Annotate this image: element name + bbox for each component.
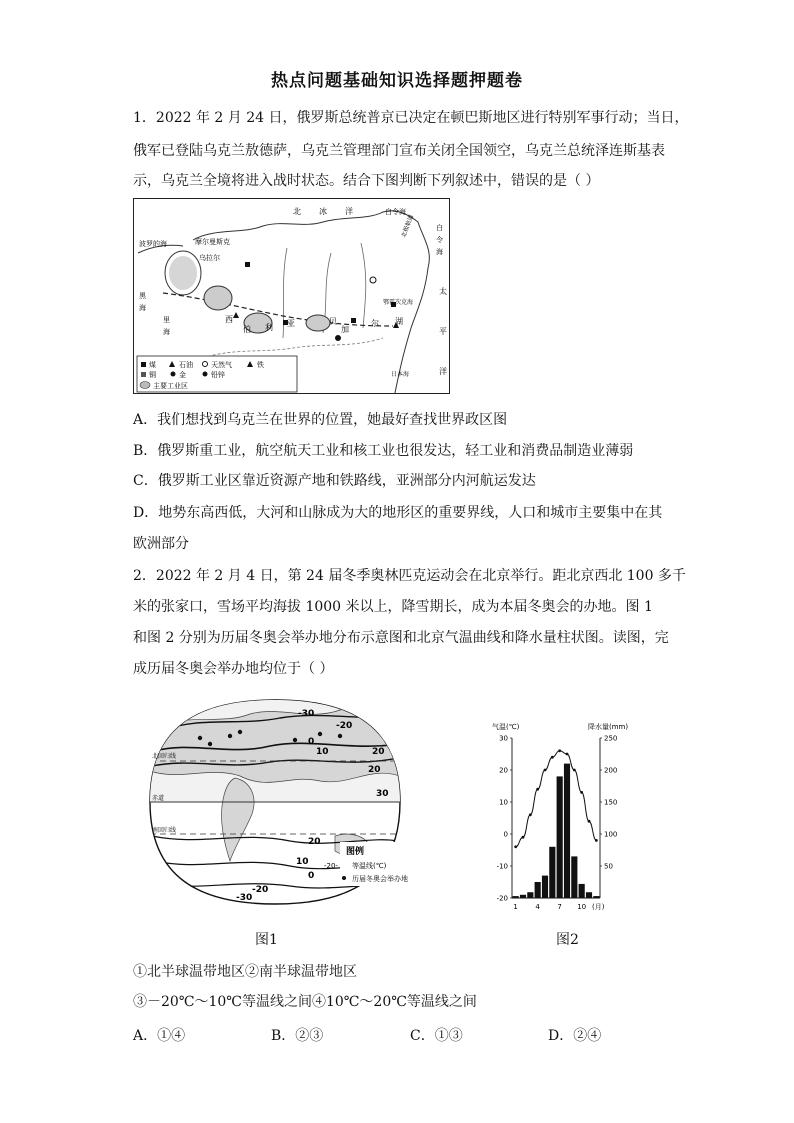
temp-point-month-7 — [558, 749, 561, 752]
temp-tick-label: 0 — [503, 830, 508, 839]
q2-text-line-1: 2．2022 年 2 月 4 日，第 24 届冬季奥林匹克运动会在北京举行。距北京西北 100 多千 — [133, 568, 686, 584]
legend-oil: 石油 — [179, 361, 193, 369]
lat-label-tropic-capricorn: 南回归线 — [152, 827, 177, 834]
q1-option-d-line-2: 欧洲部分 — [133, 536, 189, 552]
isotherm-label-0-south: 0 — [308, 871, 315, 881]
map-label-er: 尔 — [371, 319, 379, 328]
climate-chart — [488, 718, 634, 914]
map-label-sea-of-japan: 日本海 — [391, 371, 410, 378]
isotherm-label-10-south: 10 — [296, 857, 309, 867]
temp-point-month-10 — [580, 791, 583, 794]
precip-tick-label: 150 — [604, 798, 618, 807]
lat-label-tropic-cancer: 北回归线 — [152, 753, 177, 760]
precip-bar-month-4 — [535, 882, 541, 898]
map-label-baltic-sea: 波罗的海 — [139, 240, 167, 248]
precip-bar-month-12 — [593, 896, 599, 898]
month-tick-label: 7 — [557, 903, 562, 911]
isotherm-label-n30-south: -30 — [236, 893, 253, 903]
q1-option-b: B．俄罗斯重工业，航空航天工业和核工业也很发达，轻工业和消费品制造业薄弱 — [133, 443, 634, 459]
temp-point-month-1 — [514, 845, 517, 848]
q1-text-line-2: 俄军已登陆乌克兰敖德萨，乌克兰管理部门宣布关闭全国领空，乌克兰总统泽连斯基表 — [133, 143, 665, 159]
legend-natural-gas: 天然气 — [211, 361, 232, 369]
fig1-legend-host-city: 历届冬奥会举办地 — [352, 875, 408, 883]
map-label-li2: 利 — [265, 323, 273, 332]
temp-point-month-6 — [551, 756, 554, 759]
map-label-xi: 西 — [225, 315, 233, 324]
q2-text-line-3: 和图 2 分别为历届冬奥会举办地分布示意图和北京气温曲线和降水量柱状图。读图，完 — [133, 630, 669, 646]
temp-point-month-3 — [529, 813, 532, 816]
map-label-murmansk: 摩尔曼斯克 — [195, 238, 230, 246]
month-tick-label: 4 — [535, 903, 540, 911]
temp-tick-label: 30 — [499, 734, 508, 743]
temp-axis-title: 气温(℃) — [492, 723, 520, 731]
map-label-hu: 湖 — [395, 317, 403, 326]
precip-tick-label: 250 — [604, 734, 618, 743]
russia-map-figure — [133, 198, 450, 394]
map-label-hei: 黑 — [139, 292, 146, 300]
map-label-bering-sea: 白令海 — [385, 208, 406, 216]
q1-option-a: A．我们想找到乌克兰在世界的位置，她最好查找世界政区图 — [133, 412, 508, 428]
temp-tick-label: 10 — [499, 798, 508, 807]
isotherm-label-20-north: 20 — [368, 765, 381, 775]
q2-answer-d: D．②④ — [548, 1028, 602, 1044]
precip-tick-label: 100 — [604, 830, 618, 839]
q2-answer-c: C．①③ — [410, 1028, 463, 1044]
q1-option-d-line-1: D．地势东高西低，大河和山脉成为大的地形区的重要界线，人口和城市主要集中在其 — [133, 505, 663, 521]
figure-1-world-map — [140, 696, 410, 908]
map-label-yang: 洋 — [439, 367, 447, 376]
map-label-li-hai: 海 — [163, 328, 170, 336]
q1-text-line-3: 示，乌克兰全境将进入战时状态。结合下图判断下列叙述中，错误的是（ ） — [133, 173, 600, 189]
legend-industrial-area: 主要工业区 — [153, 382, 188, 390]
temp-point-month-2 — [522, 836, 525, 839]
precip-tick-label: 50 — [604, 862, 613, 871]
legend-iron: 铁 — [257, 361, 264, 369]
q2-statements-line-1: ①北半球温带地区②南半球温带地区 — [133, 964, 357, 980]
map-label-okhotsk-sea: 鄂霍次克海 — [383, 299, 414, 306]
map-label-hei-hai: 海 — [139, 304, 146, 312]
temp-tick-label: 20 — [499, 766, 508, 775]
map-label-ping: 平 — [439, 327, 447, 336]
isotherm-label-20-south: 20 — [308, 837, 321, 847]
precip-bar-month-5 — [542, 876, 548, 898]
isotherm-label-20-north-b: 20 — [372, 747, 385, 757]
q2-answer-b: B．②③ — [271, 1028, 324, 1044]
isotherm-label-10: 10 — [316, 747, 329, 757]
figure-1-caption: 图1 — [255, 932, 278, 948]
precip-bar-month-8 — [564, 764, 570, 898]
precip-axis-title: 降水量(mm) — [588, 723, 629, 731]
legend-copper: 铜 — [149, 371, 156, 379]
map-label-ural: 乌拉尔 — [199, 254, 220, 262]
q2-text-line-4: 成历届冬奥会举办地均位于（ ） — [133, 661, 334, 677]
precip-bar-month-11 — [586, 892, 592, 898]
lat-label-equator: 赤道 — [152, 795, 165, 802]
temp-point-month-8 — [566, 753, 569, 756]
map-label-ice: 冰 — [319, 207, 327, 216]
map-label-bai: 白 — [436, 224, 443, 232]
page-title: 热点问题基础知识选择题押题卷 — [271, 71, 523, 91]
russia-map — [133, 198, 450, 394]
temp-point-month-4 — [536, 788, 539, 791]
precip-bar-month-1 — [513, 896, 519, 898]
precip-bar-month-9 — [571, 856, 577, 898]
q1-option-c: C．俄罗斯工业区靠近资源产地和铁路线，亚洲部分内河航运发达 — [133, 473, 536, 489]
map-label-ya: 亚 — [287, 319, 295, 328]
map-label-bo: 伯 — [243, 325, 251, 334]
legend-lead-zinc: 铅锌 — [211, 371, 225, 379]
map-label-li: 里 — [163, 316, 170, 324]
figure-2-climate-chart — [488, 718, 634, 914]
isotherm-label-30: 30 — [376, 789, 389, 799]
precip-tick-label: 200 — [604, 766, 618, 775]
precip-bar-month-7 — [557, 776, 563, 898]
precip-bar-month-6 — [549, 847, 555, 898]
fig1-legend-title: 图例 — [346, 847, 365, 857]
temp-point-month-12 — [595, 839, 598, 842]
isotherm-label-0: 0 — [308, 737, 315, 747]
map-label-tai: 太 — [439, 287, 447, 296]
fig1-legend-sample: -20- — [324, 862, 338, 870]
q1-text-line-1: 1．2022 年 2 月 24 日，俄罗斯总统普京已决定在顿巴斯地区进行特别军事行动；当日， — [133, 110, 689, 126]
isotherm-label-n30: -30 — [298, 709, 315, 719]
world-map — [140, 696, 410, 908]
legend-coal: 煤 — [149, 361, 156, 369]
month-tick-label: 1 — [513, 903, 518, 911]
month-tick-label: 10 — [577, 903, 587, 911]
temp-tick-label: -20 — [496, 894, 508, 903]
fig1-legend-isotherm: 等温线(℃) — [352, 862, 387, 870]
precip-bar-month-10 — [579, 884, 585, 898]
q2-statements-line-2: ③－20℃～10℃等温线之间④10℃～20℃等温线之间 — [133, 994, 477, 1010]
map-label-north: 北 — [293, 207, 301, 216]
q2-answer-a: A．①④ — [133, 1028, 186, 1044]
map-label-arctic-route: 北极航道 — [400, 213, 416, 239]
precip-bar-month-3 — [527, 892, 533, 898]
precip-bar-month-2 — [520, 895, 526, 898]
map-label-ling: 令 — [436, 236, 443, 244]
temp-point-month-5 — [544, 769, 547, 772]
map-label-bei: 贝 — [329, 317, 337, 326]
q2-text-line-2: 米的张家口，雪场平均海拔 1000 米以上，降雪期长，成为本届冬奥会的办地。图 1 — [133, 599, 653, 615]
map-label-hai: 海 — [436, 248, 443, 256]
figure-2-caption: 图2 — [556, 932, 579, 948]
temp-point-month-11 — [588, 820, 591, 823]
isotherm-label-n20-south: -20 — [252, 885, 269, 895]
isotherm-label-n20: -20 — [336, 721, 353, 731]
map-label-jia: 加 — [341, 325, 349, 334]
month-unit-label: (月) — [592, 903, 605, 911]
map-label-ocean: 洋 — [345, 207, 353, 216]
temp-tick-label: -10 — [496, 862, 508, 871]
temp-point-month-9 — [573, 769, 576, 772]
legend-gold: 金 — [179, 371, 186, 379]
temperature-curve — [516, 751, 597, 847]
